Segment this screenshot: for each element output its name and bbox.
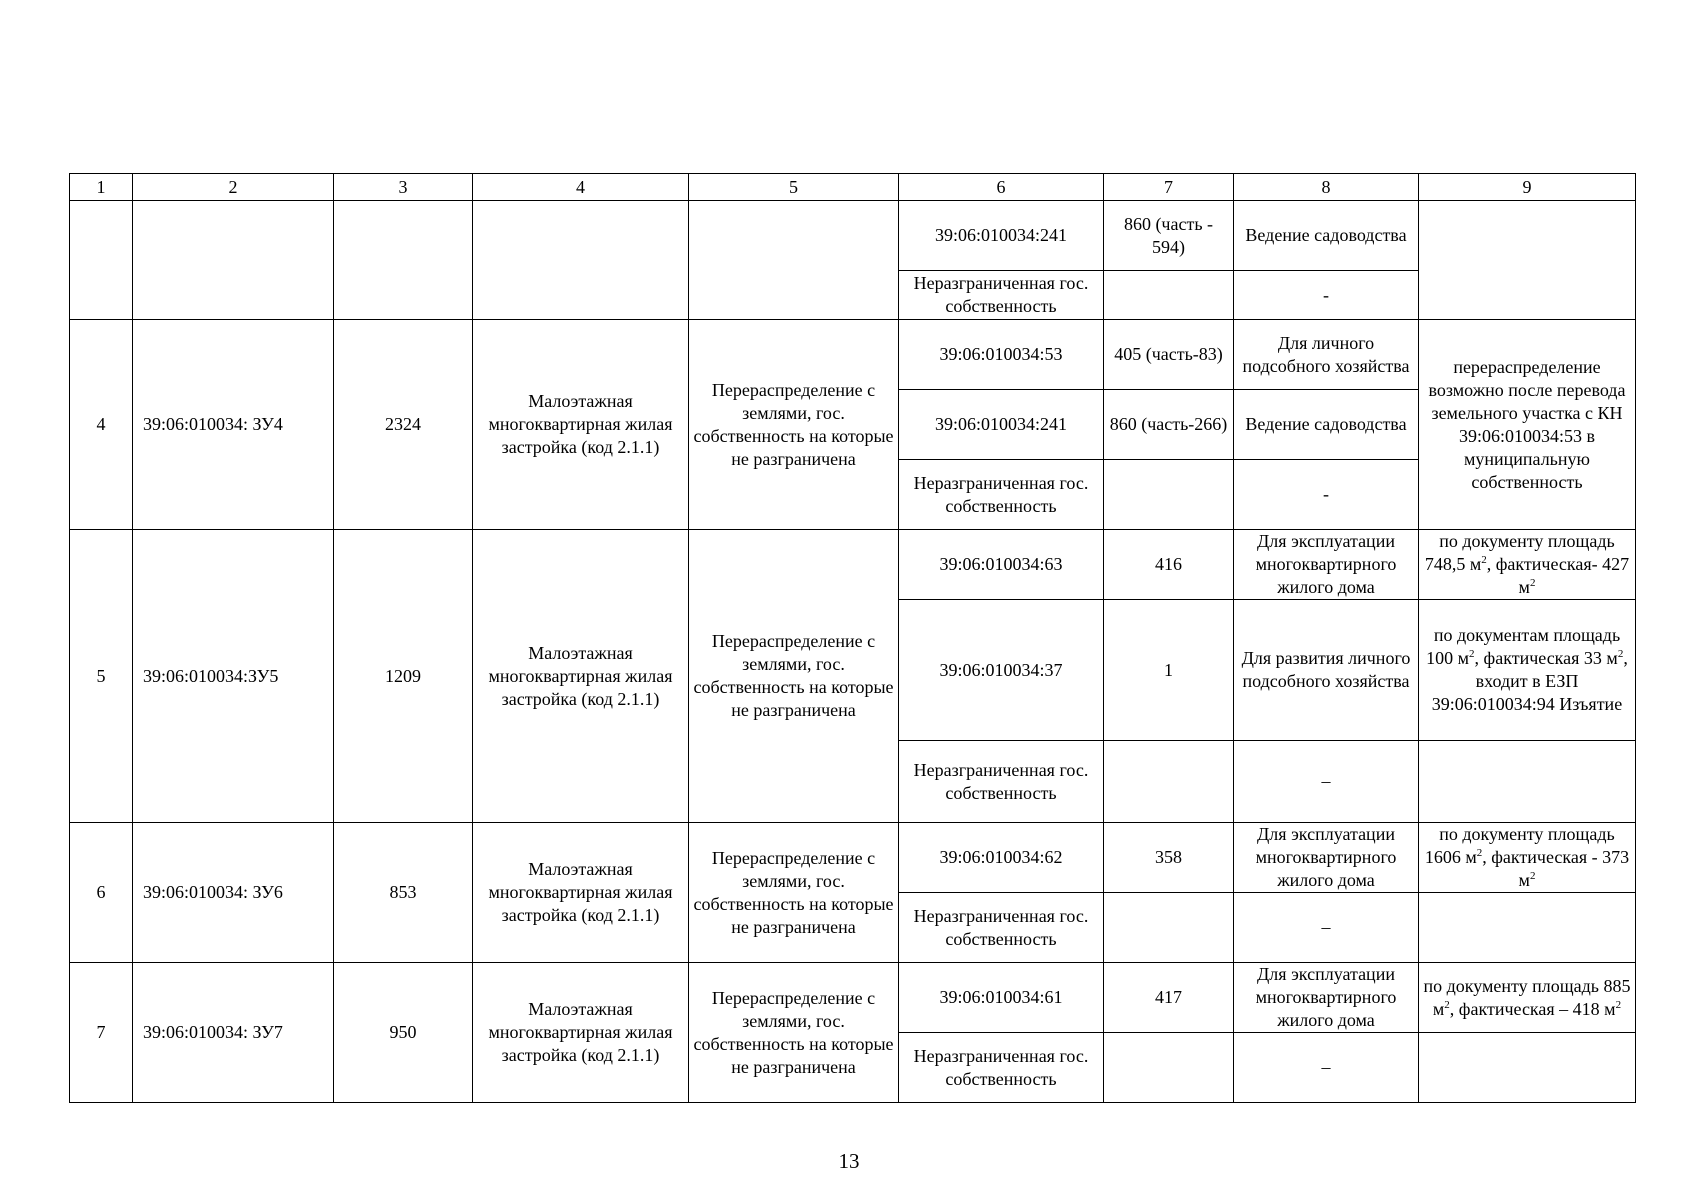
permitted-use: Малоэтажная многоквартирная жилая застройка (код 2.1.1) xyxy=(473,320,689,530)
cell-empty xyxy=(1419,201,1636,320)
formation-method: Перераспределение с землями, гос. собственность на которые не разграничена xyxy=(689,823,899,963)
permitted-use: Малоэтажная многоквартирная жилая застройка (код 2.1.1) xyxy=(473,530,689,823)
permitted-use: Малоэтажная многоквартирная жилая застройка (код 2.1.1) xyxy=(473,823,689,963)
cell-empty xyxy=(1419,893,1636,963)
plot-area: 853 xyxy=(334,823,473,963)
table-row xyxy=(70,201,1636,271)
source-plot-area: 358 xyxy=(1104,823,1234,893)
permitted-use: Малоэтажная многоквартирная жилая застройка (код 2.1.1) xyxy=(473,963,689,1103)
note-text: , входит в ЕЗП 39:06:010034:94 Изъятие xyxy=(1431,648,1628,714)
row-number: 4 xyxy=(70,320,133,530)
source-plot-use: – xyxy=(1234,893,1419,963)
row-number: 5 xyxy=(70,530,133,823)
source-plot-use: Ведение садоводства xyxy=(1234,390,1419,460)
source-plot-use: Для развития личного подсобного хозяйства xyxy=(1234,600,1419,741)
superscript: 2 xyxy=(1529,870,1536,882)
source-plot-use: Для эксплуатации многоквартирного жилого дома xyxy=(1234,530,1419,600)
cell-empty xyxy=(1104,893,1234,963)
plot-note xyxy=(1419,600,1636,741)
note-text: , фактическая – 418 м xyxy=(1449,998,1616,1019)
plot-designation: 39:06:010034: ЗУ4 xyxy=(133,320,334,530)
source-plot-area: 860 (часть-266) xyxy=(1104,390,1234,460)
row-number: 6 xyxy=(70,823,133,963)
source-plot-use: - xyxy=(1234,460,1419,530)
table-row xyxy=(70,963,1636,1033)
superscript: 2 xyxy=(1469,648,1475,660)
source-plot-cadastral: Неразграниченная гос. собственность xyxy=(899,893,1104,963)
formation-method: Перераспределение с землями, гос. собственность на которые не разграничена xyxy=(689,530,899,823)
source-plot-use: – xyxy=(1234,741,1419,823)
superscript: 2 xyxy=(1617,648,1624,660)
note-text: , фактическая - 373 м xyxy=(1482,847,1630,890)
source-plot-use: – xyxy=(1234,1033,1419,1103)
note-text: по документу площадь 748,5 м xyxy=(1424,531,1615,574)
source-plot-area: 416 xyxy=(1104,530,1234,600)
source-plot-area: 1 xyxy=(1104,600,1234,741)
cell-empty xyxy=(334,201,473,320)
superscript: 2 xyxy=(1481,554,1487,566)
source-plot-use: - xyxy=(1234,271,1419,320)
column-number: 4 xyxy=(473,174,689,201)
cell-empty xyxy=(1104,271,1234,320)
superscript: 2 xyxy=(1476,847,1483,859)
source-plot-cadastral: 39:06:010034:53 xyxy=(899,320,1104,390)
cell-empty xyxy=(473,201,689,320)
plot-designation: 39:06:010034: ЗУ7 xyxy=(133,963,334,1103)
table-row xyxy=(70,530,1636,600)
superscript: 2 xyxy=(1444,998,1450,1011)
source-plot-area: 860 (часть - 594) xyxy=(1104,201,1234,271)
row-number: 7 xyxy=(70,963,133,1103)
source-plot-cadastral: 39:06:010034:241 xyxy=(899,390,1104,460)
source-plot-use: Для личного подсобного хозяйства xyxy=(1234,320,1419,390)
source-plot-cadastral: 39:06:010034:241 xyxy=(899,201,1104,271)
page-number: 13 xyxy=(838,1149,860,1173)
cell-empty xyxy=(1104,741,1234,823)
source-plot-cadastral: Неразграниченная гос. собственность xyxy=(899,460,1104,530)
note-text: по документу площадь 1606 м xyxy=(1424,824,1615,867)
column-number: 9 xyxy=(1419,174,1636,201)
cell-empty xyxy=(1104,1033,1234,1103)
plot-area: 1209 xyxy=(334,530,473,823)
formation-method: Перераспределение с землями, гос. собственность на которые не разграничена xyxy=(689,963,899,1103)
cell-empty xyxy=(689,201,899,320)
cell-empty xyxy=(1419,741,1636,823)
plot-area: 2324 xyxy=(334,320,473,530)
formation-method: Перераспределение с землями, гос. собственность на которые не разграничена xyxy=(689,320,899,530)
plot-note xyxy=(1419,823,1636,893)
plot-note xyxy=(1419,963,1636,1033)
table-row xyxy=(70,823,1636,893)
column-number: 3 xyxy=(334,174,473,201)
note-text: , фактическая 33 м xyxy=(1474,648,1618,668)
source-plot-cadastral: Неразграниченная гос. собственность xyxy=(899,271,1104,320)
column-number-row xyxy=(70,174,1636,201)
source-plot-cadastral: 39:06:010034:37 xyxy=(899,600,1104,741)
cell-empty xyxy=(1419,1033,1636,1103)
cell-empty xyxy=(133,201,334,320)
superscript: 2 xyxy=(1529,577,1536,589)
land-plots-table xyxy=(69,173,1636,1103)
plot-note xyxy=(1419,530,1636,600)
note-text: , фактическая- 427 м xyxy=(1486,554,1630,597)
note-text: по документам площадь 100 м xyxy=(1426,625,1621,668)
column-number: 6 xyxy=(899,174,1104,201)
source-plot-cadastral: 39:06:010034:62 xyxy=(899,823,1104,893)
source-plot-cadastral: 39:06:010034:61 xyxy=(899,963,1104,1033)
note-text: по документу площадь 885 м xyxy=(1423,975,1631,1019)
plot-area: 950 xyxy=(334,963,473,1103)
column-number: 1 xyxy=(70,174,133,201)
cell-empty xyxy=(1104,460,1234,530)
plot-note: перераспределение возможно после перевода земельного участка с КН 39:06:010034:53 в муниципальную собственность xyxy=(1419,320,1636,530)
source-plot-use: Для эксплуатации многоквартирного жилого дома xyxy=(1234,823,1419,893)
column-number: 2 xyxy=(133,174,334,201)
plot-designation: 39:06:010034:ЗУ5 xyxy=(133,530,334,823)
source-plot-cadastral: Неразграниченная гос. собственность xyxy=(899,741,1104,823)
column-number: 7 xyxy=(1104,174,1234,201)
source-plot-use: Для эксплуатации многоквартирного жилого дома xyxy=(1234,963,1419,1033)
source-plot-area: 405 (часть-83) xyxy=(1104,320,1234,390)
column-number: 5 xyxy=(689,174,899,201)
table-row xyxy=(70,320,1636,390)
source-plot-use: Ведение садоводства xyxy=(1234,201,1419,271)
column-number: 8 xyxy=(1234,174,1419,201)
cell-empty xyxy=(70,201,133,320)
source-plot-area: 417 xyxy=(1104,963,1234,1033)
plot-designation: 39:06:010034: ЗУ6 xyxy=(133,823,334,963)
superscript: 2 xyxy=(1615,998,1622,1011)
source-plot-cadastral: 39:06:010034:63 xyxy=(899,530,1104,600)
source-plot-cadastral: Неразграниченная гос. собственность xyxy=(899,1033,1104,1103)
